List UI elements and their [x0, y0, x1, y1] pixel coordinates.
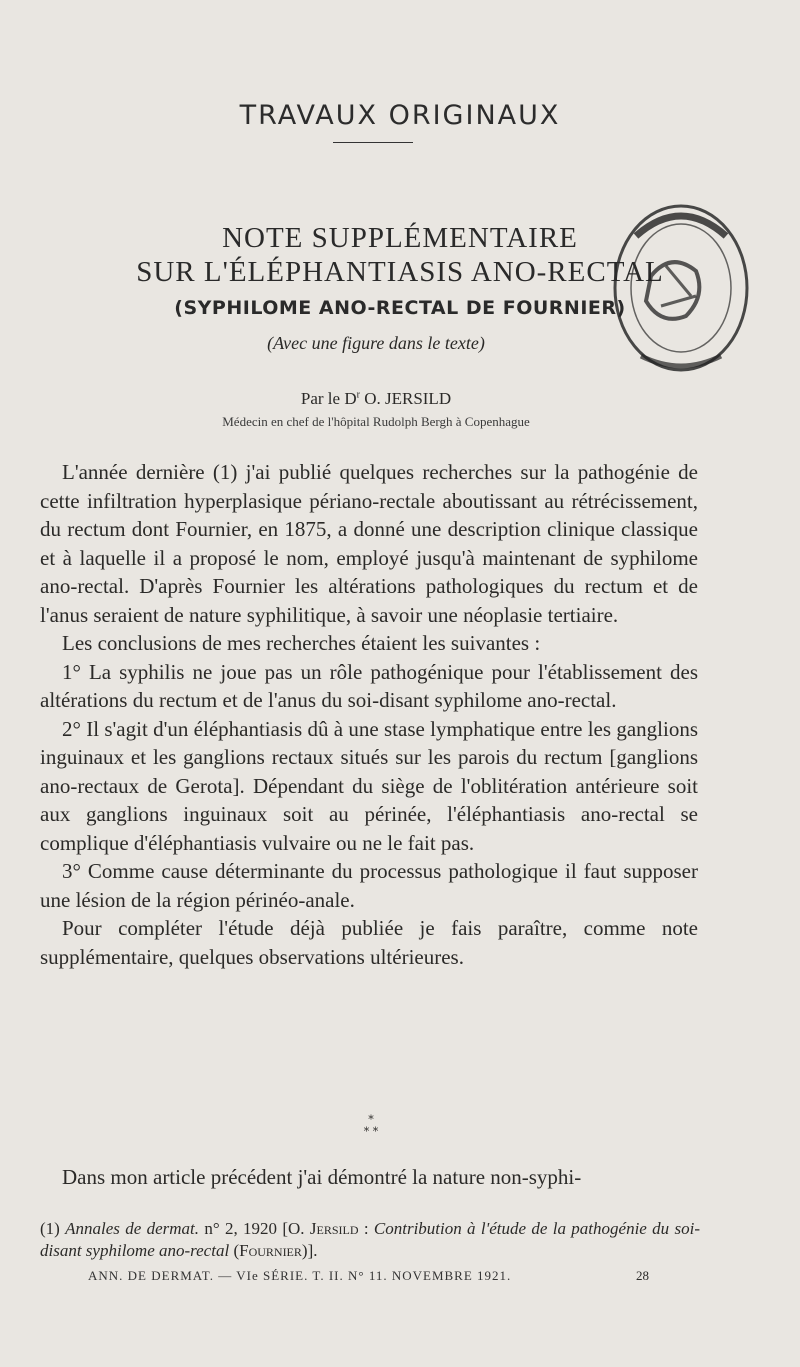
footnote-marker: (1): [40, 1219, 66, 1238]
author-line: [0, 389, 752, 409]
figure-note: (Avec une figure dans le texte): [267, 333, 485, 353]
paragraph: L'année dernière (1) j'ai publié quelques recherches sur la pathogénie de cette infiltration hyperplasique périano-rectale aboutissant au rétrécissement, du rectum dont Fournier, en 1875, a donné une description clinique classique et à laquelle il a proposé le nom, employé jusqu'à maintenant de syphilome ano-rectal. D'après Fournier les altérations pathologiques du rectum et de l'anus seraient de nature syphilitique, à savoir une néoplasie tertiaire.: [40, 460, 698, 627]
article-body: [40, 458, 698, 971]
library-stamp-icon: [606, 196, 756, 381]
conclusion-item: 1° La syphilis ne joue pas un rôle pathogénique pour l'établissement des altérations du rectum et de l'anus du soi-disant syphilome ano-rectal.: [40, 659, 698, 712]
author-sup: r: [356, 389, 360, 401]
author-name: O. JERSILD: [359, 389, 452, 408]
paragraph: Les conclusions de mes recherches étaient les suivantes :: [62, 631, 541, 655]
section-separator: * * *: [363, 1113, 379, 1138]
author-prefix: Par le D: [300, 389, 357, 408]
footnote-title: Contribution à l'étude de la pathogénie du soi-disant syphilome ano-rectal: [40, 1219, 700, 1260]
footnote-paren: (: [229, 1241, 240, 1260]
header-rule: [333, 142, 413, 143]
footnote-journal: Annales de dermat.: [65, 1219, 200, 1238]
author-affiliation: Médecin en chef de l'hôpital Rudolph Bergh à Copenhague: [222, 414, 530, 429]
footnote-ref: n° 2, 1920 [O.: [199, 1219, 310, 1238]
article-title-line-1: NOTE SUPPLÉMENTAIRE: [222, 222, 578, 254]
footnote-colon: :: [358, 1219, 374, 1238]
footnote-fournier: Fournier: [239, 1241, 302, 1260]
page-number: 28: [636, 1268, 649, 1283]
continuation-line: Dans mon article précédent j'ai démontré la nature non-syphi-: [62, 1165, 582, 1189]
article-subtitle: (SYPHILOME ANO-RECTAL DE FOURNIER): [174, 297, 626, 319]
section-header: TRAVAUX ORIGINAUX: [239, 100, 561, 131]
paragraph: Pour compléter l'étude déjà publiée je fais paraître, comme note supplémentaire, quelques observations ultérieures.: [40, 916, 698, 969]
footnote: [40, 1218, 700, 1262]
article-title-line-2: SUR L'ÉLÉPHANTIASIS ANO-RECTAL: [136, 256, 664, 288]
running-footer: ANN. DE DERMAT. — VIe SÉRIE. T. II. N° 11. NOVEMBRE 1921.: [88, 1268, 512, 1283]
conclusion-item: 3° Comme cause déterminante du processus pathologique il faut supposer une lésion de la région périnéo-anale.: [40, 859, 698, 912]
footnote-author: Jersild: [309, 1219, 359, 1238]
conclusion-item: 2° Il s'agit d'un éléphantiasis dû à une stase lymphatique entre les ganglions inguinaux et les ganglions rectaux situés sur les parois du rectum [ganglions ano-rectaux de Gerota]. Dépendant du siège de l'oblitération antérieure soit aux ganglions inguinaux soit au périnée, l'éléphantiasis ano-rectal se complique d'éléphantiasis vulvaire ou ne le fait pas.: [40, 716, 698, 855]
footnote-close: )].: [301, 1241, 318, 1260]
